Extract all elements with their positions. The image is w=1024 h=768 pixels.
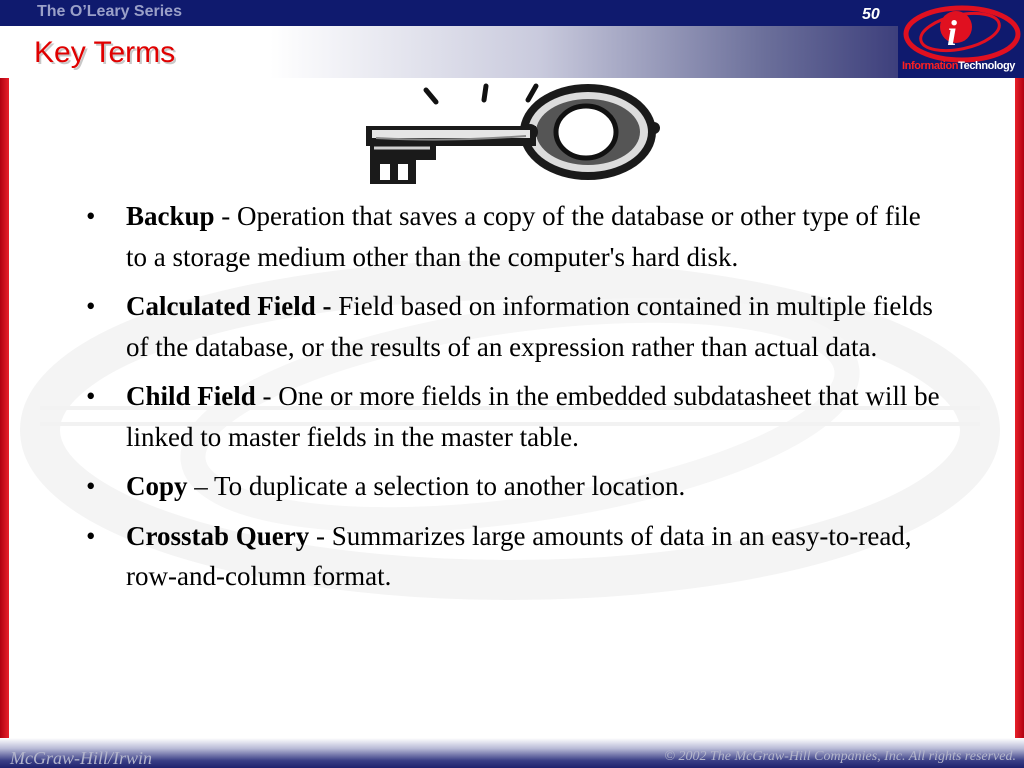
term-name: Crosstab Query — [126, 520, 310, 551]
logo-letter: i — [947, 13, 958, 53]
term-name: Calculated Field - — [126, 291, 339, 321]
bullet: • — [86, 381, 96, 411]
term-definition: - Operation that saves a copy of the database or other type of file to a storage medium other than the computer's hard disk. — [126, 201, 921, 272]
key-icon — [356, 80, 666, 190]
key-terms-list — [78, 196, 948, 606]
logo-text-information: Information — [902, 60, 959, 72]
bullet: • — [86, 201, 96, 231]
term-name: Backup — [126, 201, 215, 231]
right-side-bar — [1015, 78, 1024, 738]
list-item — [78, 196, 948, 277]
copyright-notice: © 2002 The McGraw-Hill Companies, Inc. All rights reserved. — [664, 749, 1016, 764]
bullet: • — [86, 291, 96, 321]
list-item — [78, 286, 948, 367]
bullet: • — [86, 520, 96, 551]
page-title: Key Terms — [34, 36, 176, 69]
information-technology-logo — [0, 0, 1024, 78]
logo-text-technology: Technology — [958, 60, 1016, 72]
bullet: • — [86, 471, 96, 501]
term-definition: - One or more fields in the embedded subdatasheet that will be linked to master fields in the master table. — [126, 381, 940, 452]
list-item — [78, 466, 948, 507]
list-item — [78, 516, 948, 597]
slide-number: 50 — [862, 6, 880, 23]
term-definition: - Summarizes large amounts of data in an easy-to-read, row-and-column format. — [126, 520, 912, 591]
term-definition: Field based on information contained in multiple fields of the database, or the results of an expression rather than actual data. — [126, 291, 933, 362]
term-name: Copy — [126, 471, 188, 501]
list-item — [78, 376, 948, 457]
logo-text — [902, 60, 1015, 72]
series-label: The O’Leary Series — [37, 3, 182, 20]
term-definition: – To duplicate a selection to another location. — [187, 471, 686, 501]
term-name: Child Field — [126, 381, 256, 411]
publisher-label: McGraw-Hill/Irwin — [10, 748, 152, 768]
left-side-bar — [0, 78, 9, 738]
